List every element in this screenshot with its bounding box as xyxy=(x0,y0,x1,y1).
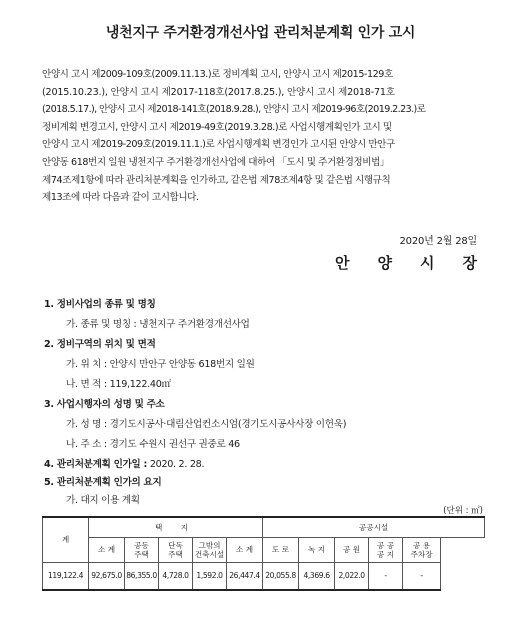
cell-detached: 4,728.0 xyxy=(159,562,193,590)
paragraph-line: 제74조제1항에 따라 관리처분계획을 인가하고, 같은법 제78조제4항 및 같은법 시행규칙 xyxy=(42,174,391,186)
header-apartment xyxy=(125,537,159,562)
land-use-table xyxy=(42,516,485,591)
unit-label: (단위 : ㎡) xyxy=(443,506,483,516)
approval-date-value: 2020. 2. 28. xyxy=(147,459,205,470)
cell-open-space: - xyxy=(369,562,403,590)
header-land: 택 지 xyxy=(89,517,263,537)
notice-paragraph xyxy=(42,66,482,207)
cell-road: 20,055.8 xyxy=(263,562,299,590)
section-heading xyxy=(44,456,204,470)
section-item: 나. 주 소 : 경기도 수원시 권선구 권중로 46 xyxy=(66,439,240,450)
header-text: 공동 xyxy=(134,540,149,550)
header-text: 주택 xyxy=(168,549,183,559)
paragraph-line: (2015.10.23.), 안양시 고시 제2017-118호(2017.8.25.), 안양시 고시 제2018-71호 xyxy=(42,86,395,98)
header-public-facilities: 공공시설 xyxy=(263,517,485,537)
paragraph-line: 제13조에 따라 다음과 같이 고시합니다. xyxy=(42,192,199,204)
header-open-space xyxy=(369,537,403,562)
header-parking xyxy=(403,537,441,562)
header-text: 주차장 xyxy=(410,549,433,559)
header-public-subtotal: 소 계 xyxy=(227,537,263,562)
header-total: 계 xyxy=(43,517,89,562)
section-item: 가. 종류 및 명칭 : 냉천지구 주거환경개선사업 xyxy=(66,319,250,330)
paragraph-line: 정비계획 변경고시, 안양시 고시 제2019-49호(2019.3.28.)로 사업시행계획인가 고시 및 xyxy=(42,121,392,133)
issuer-name: 안양시장 xyxy=(335,254,505,272)
cell-other: 1,592.0 xyxy=(193,562,227,590)
cell-public-subtotal: 26,447.4 xyxy=(227,562,263,590)
section-heading: 3. 사업시행자의 성명 및 주소 xyxy=(44,399,165,410)
header-road: 도 로 xyxy=(263,537,299,562)
header-other-buildings xyxy=(193,537,227,562)
section-item: 가. 위 치 : 안양시 만안구 안양동 618번지 일원 xyxy=(66,359,255,370)
header-text: 주택 xyxy=(134,549,149,559)
header-text: 공 용 xyxy=(413,540,431,550)
section-heading: 5. 관리처분계획 인가의 요지 xyxy=(44,477,162,488)
paragraph-line: (2018.5.17.), 안양시 고시 제2018-141호(2018.9.28.), 안양시 고시 제2019-96호(2019.2.23.)로 xyxy=(42,104,426,116)
paragraph-line: 안양시 고시 제2009-109호(2009.11.13.)로 정비계획 고시, 안양시 고시 제2015-129호 xyxy=(42,69,393,80)
paragraph-line: 안양시 고시 제2019-209호(2019.11.1.)로 사업시행계획 변경인가 고시된 안양시 만안구 xyxy=(42,139,395,151)
cell-land-subtotal: 92,675.0 xyxy=(89,562,125,590)
cell-total: 119,122.4 xyxy=(43,562,89,590)
section-item: 가. 대지 이용 계획 xyxy=(66,495,140,506)
cell-park: 2,022.0 xyxy=(335,562,369,590)
cell-parking: - xyxy=(403,562,441,590)
cell-green: 4,369.6 xyxy=(299,562,335,590)
section-item: 나. 면 적 : 119,122.40㎡ xyxy=(66,379,171,390)
header-text: 공 공 xyxy=(377,540,395,550)
header-green: 녹 지 xyxy=(299,537,335,562)
table-row xyxy=(43,562,485,590)
header-park: 공 원 xyxy=(335,537,369,562)
section-heading: 2. 정비구역의 위치 및 면적 xyxy=(44,339,156,350)
approval-date-label: 4. 관리처분계획 인가일 : xyxy=(44,459,148,470)
header-text: 그밖의 xyxy=(198,540,221,550)
paragraph-line: 안양동 618번지 일원 냉천지구 주거환경개선사업에 대하여 「도시 및 주거환경정비법」 xyxy=(42,156,390,168)
cell-apartment: 86,355.0 xyxy=(125,562,159,590)
header-text: 단독 xyxy=(168,540,183,550)
header-text: 공 지 xyxy=(377,549,395,559)
header-land-subtotal: 소 계 xyxy=(89,537,125,562)
header-text: 건축시설 xyxy=(194,549,225,559)
section-item: 가. 성 명 : 경기도시공사·대림산업컨소시엄(경기도시공사사장 이헌욱) xyxy=(66,419,347,430)
section-heading: 1. 정비사업의 종류 및 명칭 xyxy=(44,299,156,310)
header-detached xyxy=(159,537,193,562)
notice-date: 2020년 2월 28일 xyxy=(399,236,477,247)
document-title: 냉천지구 주거환경개선사업 관리처분계획 인가 고시 xyxy=(105,25,416,41)
